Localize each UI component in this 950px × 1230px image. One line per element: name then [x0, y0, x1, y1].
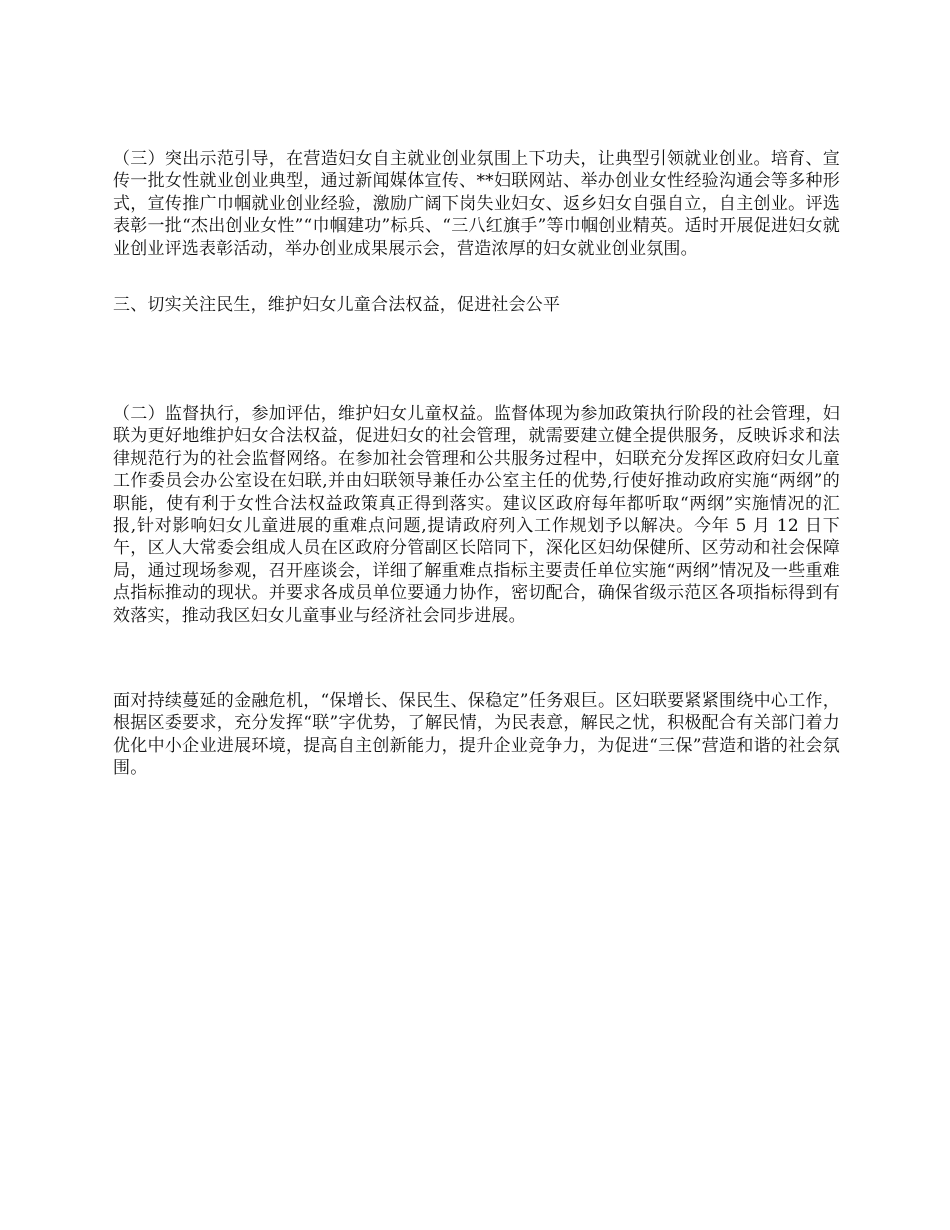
paragraph-financial-crisis: 面对持续蔓延的金融危机，“保增长、保民生、保稳定”任务艰巨。区妇联要紧紧围绕中心工作，根据区委要求，充分发挥“联”字优势，了解民情，为民表意，解民之忧，积极配合有关部门着力优化中小企业进展环境，提高自主创新能力，提升企业竞争力，为促进“三保”营造和谐的社会氛围。	[113, 691, 840, 779]
paragraph-promote-models: （三）突出示范引导，在营造妇女自主就业创业氛围上下功夫，让典型引领就业创业。培育、宣传一批女性就业创业典型，通过新闻媒体宣传、**妇联网站、举办创业女性经验沟通会等多种形式，宣传推广巾帼就业创业经验，激励广阔下岗失业妇女、返乡妇女自强自立，自主创业。评选表彰一批“杰出创业女性”“巾帼建功”标兵、“三八红旗手”等巾帼创业精英。适时开展促进妇女就业创业评选表彰活动，举办创业成果展示会，营造浓厚的妇女就业创业氛围。	[113, 149, 840, 259]
paragraph-supervision: （二）监督执行，参加评估，维护妇女儿童权益。监督体现为参加政策执行阶段的社会管理，妇联为更好地维护妇女合法权益，促进妇女的社会管理，就需要建立健全提供服务，反映诉求和法律规范行为的社会监督网络。在参加社会管理和公共服务过程中，妇联充分发挥区政府妇女儿童工作委员会办公室设在妇联,并由妇联领导兼任办公室主任的优势,行使好推动政府实施“两纲”的职能，使有利于女性合法权益政策真正得到落实。建议区政府每年都听取“两纲”实施情况的汇报,针对影响妇女儿童进展的重难点问题,提请政府列入工作规划予以解决。今年 5 月 12 日下午，区人大常委会组成人员在区政府分管副区长陪同下，深化区妇幼保健所、区劳动和社会保障局，通过现场参观，召开座谈会，详细了解重难点指标主要责任单位实施“两纲”情况及一些重难点指标推动的现状。并要求各成员单位要通力协作，密切配合，确保省级示范区各项指标得到有效落实，推动我区妇女儿童事业与经济社会同步进展。	[113, 404, 840, 626]
section-heading-three: 三、切实关注民生，维护妇女儿童合法权益，促进社会公平	[113, 295, 561, 315]
